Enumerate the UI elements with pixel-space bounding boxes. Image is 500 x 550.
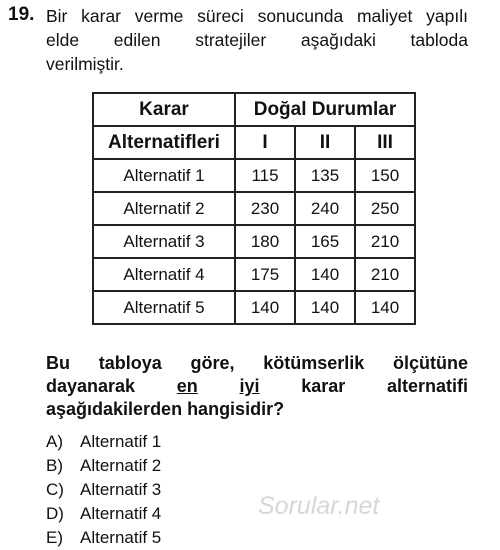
stem-word: karar [81,6,122,26]
prompt-word: alternatifi [386,376,468,396]
decision-table [92,92,416,325]
cell-value: 140 [355,291,415,324]
option-d[interactable] [46,502,161,526]
table-header-row [93,93,415,126]
table-row [93,258,415,291]
option-text: Alternatif 4 [80,504,162,523]
table-row [93,192,415,225]
table-row [93,291,415,324]
cell-value: 240 [295,192,355,225]
cell-value: 175 [235,258,295,291]
option-a[interactable] [46,430,161,454]
prompt-word: karar [301,376,346,396]
prompt-line-1 [46,352,468,375]
prompt-word: ölçütüne [392,353,468,373]
row-name: Alternatif 2 [93,192,235,225]
option-letter: D) [46,504,64,523]
stem-word: elde [46,30,80,50]
stem-word: edilen [113,30,161,50]
option-letter: A) [46,432,63,451]
table-row [93,225,415,258]
cell-value: 140 [235,291,295,324]
prompt-word: aşağıdakilerden hangisidir? [46,399,285,419]
stem-word: yapılı [426,6,468,26]
option-text: Alternatif 3 [80,480,162,499]
stem-word: tabloda [410,30,468,50]
stem-word: stratejiler [195,30,267,50]
stem-word: süreci [197,6,244,26]
row-name: Alternatif 3 [93,225,235,258]
table-subheader-row [93,126,415,159]
stem-word: verme [134,6,184,26]
stem-word: sonucunda [257,6,344,26]
prompt-word: tabloya [98,353,162,373]
header-natural-states: Doğal Durumlar [235,93,415,126]
option-text: Alternatif 2 [80,456,162,475]
row-name: Alternatif 5 [93,291,235,324]
prompt-line-2 [46,375,468,398]
cell-value: 180 [235,225,295,258]
prompt-word: dayanarak [46,376,136,396]
prompt-word: Bu [46,353,70,373]
question-number: 19. [8,4,35,25]
cell-value: 115 [235,159,295,192]
watermark: Sorular.net [258,492,380,520]
option-letter: E) [46,528,63,547]
option-text: Alternatif 5 [80,528,162,547]
row-name: Alternatif 4 [93,258,235,291]
option-letter: B) [46,456,63,475]
option-letter: C) [46,480,64,499]
cell-value: 135 [295,159,355,192]
prompt-word: göre, [190,353,235,373]
row-name: Alternatif 1 [93,159,235,192]
cell-value: 250 [355,192,415,225]
cell-value: 230 [235,192,295,225]
cell-value: 140 [295,258,355,291]
cell-value: 210 [355,258,415,291]
option-c[interactable] [46,478,161,502]
cell-value: 140 [295,291,355,324]
header-state-1: I [235,126,295,159]
stem-word: verilmiştir. [46,54,124,74]
stem-word: maliyet [356,6,413,26]
cell-value: 210 [355,225,415,258]
prompt-line-3 [46,398,468,421]
header-state-2: II [295,126,355,159]
cell-value: 150 [355,159,415,192]
prompt-word: kötümserlik [263,353,365,373]
stem-line-2 [46,28,468,52]
option-b[interactable] [46,454,161,478]
header-state-3: III [355,126,415,159]
header-alternatives-bottom: Alternatifleri [93,126,235,159]
table-row [93,159,415,192]
stem-line-1 [46,4,468,28]
cell-value: 165 [295,225,355,258]
question-prompt [46,352,468,421]
question-stem [46,4,468,76]
header-alternatives-top: Karar [93,93,235,126]
option-text: Alternatif 1 [80,432,162,451]
prompt-underlined-en: en [176,376,198,396]
stem-word: aşağıdaki [300,30,376,50]
stem-line-3 [46,52,468,76]
answer-options [46,430,161,550]
stem-word: Bir [46,6,68,26]
option-e[interactable] [46,526,161,550]
prompt-underlined-iyi: iyi [239,376,260,396]
